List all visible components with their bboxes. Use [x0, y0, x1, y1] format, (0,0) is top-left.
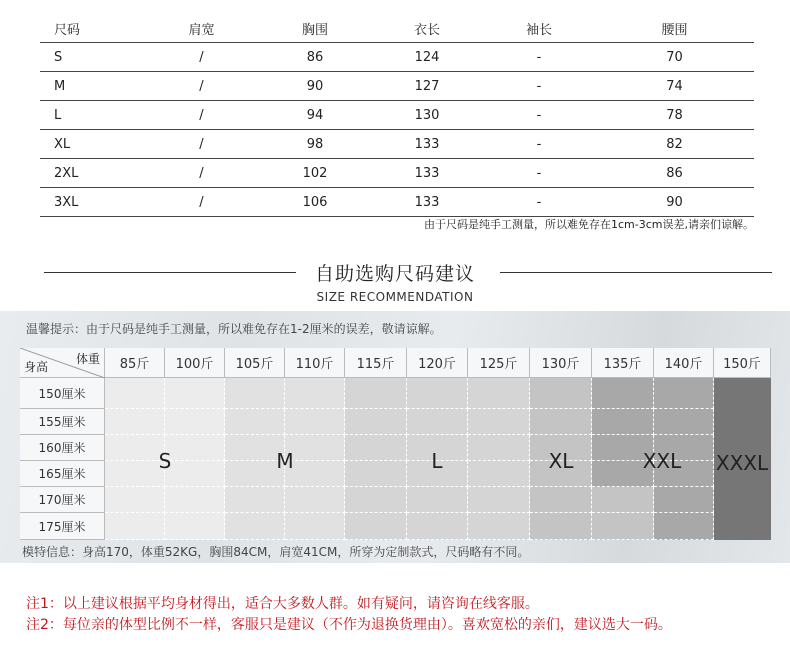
grid-cell: [165, 378, 225, 409]
weight-header: 130斤: [530, 348, 592, 378]
grid-cell: [225, 513, 285, 540]
size-table-row: [40, 188, 754, 217]
grid-cell: [105, 513, 165, 540]
size-table-cell: -: [483, 159, 595, 188]
size-table-cell: 127: [371, 72, 483, 101]
corner-weight-label: 体重: [75, 352, 100, 366]
grid-cell: [345, 435, 407, 461]
size-table-cell: XL: [40, 130, 144, 159]
grid-cell: [592, 487, 654, 513]
size-table-cell: 130: [371, 101, 483, 130]
header-waist: 腰围: [595, 14, 754, 43]
size-table-cell: 133: [371, 159, 483, 188]
size-table-cell: 70: [595, 43, 754, 72]
grid-cell: [592, 409, 654, 435]
weight-header: 100斤: [165, 348, 225, 378]
size-table-cell: M: [40, 72, 144, 101]
weight-header: 120斤: [407, 348, 468, 378]
weight-header: 125斤: [468, 348, 530, 378]
size-table-row: [40, 72, 754, 101]
grid-cell: [225, 409, 285, 435]
header-bust: 胸围: [259, 14, 371, 43]
size-table-cell: -: [483, 188, 595, 217]
size-table-cell: 78: [595, 101, 754, 130]
size-table-cell: 2XL: [40, 159, 144, 188]
size-chart-table: [40, 14, 754, 217]
size-table-cell: 106: [259, 188, 371, 217]
grid-cell: [105, 435, 165, 461]
weight-header: 105斤: [225, 348, 285, 378]
size-table-cell: 82: [595, 130, 754, 159]
grid-cell: [345, 378, 407, 409]
height-header: 170厘米: [20, 487, 105, 513]
grid-cell: [468, 461, 530, 487]
model-info: 模特信息：身高170，体重52KG，胸围84CM，肩宽41CM，所穿为定制款式，尺码略有不同。: [22, 545, 530, 559]
size-table-cell: 94: [259, 101, 371, 130]
size-label-m: M: [276, 449, 294, 473]
size-table-header: [40, 14, 754, 43]
grid-cell: [165, 513, 225, 540]
weight-header: 150斤: [714, 348, 771, 378]
weight-header: 85斤: [105, 348, 165, 378]
grid-cell: [530, 487, 592, 513]
size-table-cell: 74: [595, 72, 754, 101]
grid-cell: [225, 378, 285, 409]
grid-cell: [714, 513, 771, 540]
size-table-cell: 133: [371, 188, 483, 217]
corner-height-label: 身高: [24, 360, 49, 374]
header-sleeve: 袖长: [483, 14, 595, 43]
grid-cell: [285, 513, 345, 540]
grid-cell: [105, 461, 165, 487]
section-title-en: SIZE RECOMMENDATION: [316, 290, 474, 304]
grid-cell: [714, 409, 771, 435]
grid-cell: [407, 487, 468, 513]
grid-cell: [165, 461, 225, 487]
size-table-cell: 86: [259, 43, 371, 72]
weight-header: 115斤: [345, 348, 407, 378]
grid-cell: [407, 513, 468, 540]
size-table-cell: 90: [259, 72, 371, 101]
size-table-cell: 124: [371, 43, 483, 72]
size-table-cell: -: [483, 101, 595, 130]
grid-cell: [654, 378, 714, 409]
grid-cell: [165, 435, 225, 461]
size-table-cell: 133: [371, 130, 483, 159]
weight-header: 135斤: [592, 348, 654, 378]
size-table-cell: 98: [259, 130, 371, 159]
size-table-cell: S: [40, 43, 144, 72]
size-label-xl: XL: [548, 449, 574, 473]
size-table-cell: 86: [595, 159, 754, 188]
section-title-cn: 自助选购尺码建议: [314, 263, 475, 285]
height-header: 175厘米: [20, 513, 105, 540]
corner-cell: [20, 348, 105, 378]
size-table-cell: /: [144, 188, 259, 217]
grid-cell: [285, 461, 345, 487]
grid-cell: [592, 378, 654, 409]
size-table-cell: /: [144, 101, 259, 130]
grid-cell: [530, 378, 592, 409]
grid-cell: [654, 409, 714, 435]
grid-cell: [285, 409, 345, 435]
footnote-1: 注1：以上建议根据平均身材得出，适合大多数人群。如有疑问，请咨询在线客服。: [26, 596, 539, 612]
size-table-row: [40, 159, 754, 188]
height-header: 165厘米: [20, 461, 105, 487]
size-label-l: L: [431, 449, 443, 473]
grid-cell: [468, 487, 530, 513]
size-table-cell: -: [483, 43, 595, 72]
size-table-cell: L: [40, 101, 144, 130]
size-table-cell: /: [144, 72, 259, 101]
size-table-row: [40, 130, 754, 159]
section-title: [0, 259, 790, 304]
grid-cell: [714, 487, 771, 513]
grid-cell: [530, 513, 592, 540]
grid-cell: [345, 461, 407, 487]
grid-cell: [225, 487, 285, 513]
grid-cell: [105, 487, 165, 513]
grid-cell: [407, 409, 468, 435]
size-table-cell: /: [144, 159, 259, 188]
measurement-note: 由于尺码是纯手工测量，所以难免存在1cm-3cm误差,请亲们谅解。: [424, 218, 754, 231]
grid-cell: [165, 409, 225, 435]
tip-text: 温馨提示：由于尺码是纯手工测量，所以难免存在1-2厘米的误差，敬请谅解。: [26, 322, 442, 336]
grid-cell: [714, 378, 771, 409]
header-shoulder: 肩宽: [144, 14, 259, 43]
footnote-2: 注2：每位亲的体型比例不一样，客服只是建议（不作为退换货理由）。喜欢宽松的亲们，建议选大一码。: [26, 617, 672, 633]
grid-cell: [468, 378, 530, 409]
grid-cell: [592, 513, 654, 540]
header-size: 尺码: [40, 14, 144, 43]
height-header: 150厘米: [20, 378, 105, 409]
grid-cell: [654, 513, 714, 540]
grid-cell: [285, 378, 345, 409]
recommendation-grid: [20, 348, 771, 540]
grid-cell: [654, 487, 714, 513]
size-table-cell: 3XL: [40, 188, 144, 217]
size-table-cell: 90: [595, 188, 754, 217]
size-table-row: [40, 43, 754, 72]
height-header: 155厘米: [20, 409, 105, 435]
size-table-cell: /: [144, 130, 259, 159]
grid-cell: [165, 487, 225, 513]
grid-cell: [530, 409, 592, 435]
grid-cell: [468, 513, 530, 540]
weight-header: 140斤: [654, 348, 714, 378]
grid-cell: [345, 513, 407, 540]
size-label-s: S: [158, 449, 172, 473]
grid-cell: [468, 409, 530, 435]
grid-cell: [285, 435, 345, 461]
size-label-xxl: XXL: [642, 449, 682, 473]
weight-header: 110斤: [285, 348, 345, 378]
grid-cell: [345, 487, 407, 513]
size-table-cell: -: [483, 72, 595, 101]
grid-cell: [468, 435, 530, 461]
size-table-cell: 102: [259, 159, 371, 188]
grid-cell: [285, 487, 345, 513]
size-table-row: [40, 101, 754, 130]
size-table-cell: /: [144, 43, 259, 72]
grid-cell: [105, 378, 165, 409]
grid-cell: [345, 409, 407, 435]
size-table-cell: -: [483, 130, 595, 159]
height-header: 160厘米: [20, 435, 105, 461]
size-label-xxxl: XXXL: [715, 451, 769, 475]
grid-cell: [105, 409, 165, 435]
grid-cell: [407, 378, 468, 409]
header-length: 衣长: [371, 14, 483, 43]
